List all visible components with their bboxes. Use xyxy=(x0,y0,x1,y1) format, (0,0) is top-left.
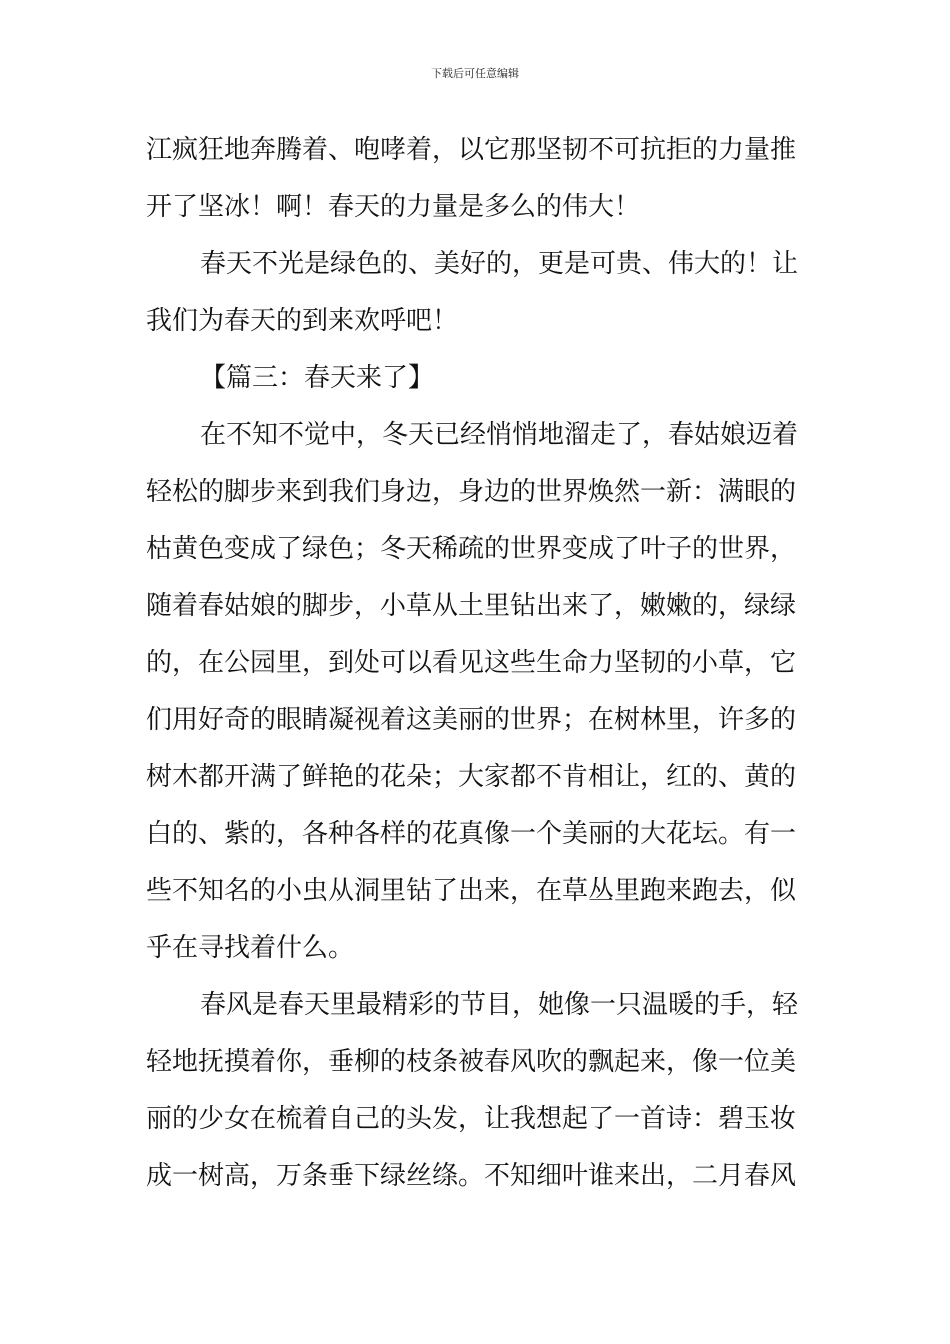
text-line: 开了坚冰！啊！春天的力量是多么的伟大！ xyxy=(146,192,641,222)
text-line: 江疯狂地奔腾着、咆哮着，以它那坚韧不可抗拒的力量推 xyxy=(146,135,797,165)
text-line: 的，在公园里，到处可以看见这些生命力坚韧的小草，它 xyxy=(146,648,797,678)
text-line: 随着春姑娘的脚步，小草从土里钻出来了，嫩嫩的，绿绿 xyxy=(146,591,797,621)
text-line: 乎在寻找着什么。 xyxy=(146,933,355,963)
text-line: 轻松的脚步来到我们身边，身边的世界焕然一新：满眼的 xyxy=(146,477,797,507)
text-line: 枯黄色变成了绿色；冬天稀疏的世界变成了叶子的世界， xyxy=(146,534,797,564)
text-line: 些不知名的小虫从洞里钻了出来，在草丛里跑来跑去，似 xyxy=(146,876,797,906)
section-heading: 【篇三：春天来了】 xyxy=(200,363,435,393)
text-line: 春天不光是绿色的、美好的，更是可贵、伟大的！让 xyxy=(200,249,799,279)
page-header: 下载后可任意编辑 xyxy=(431,67,519,80)
text-line: 我们为春天的到来欢呼吧！ xyxy=(146,306,459,336)
text-line: 们用好奇的眼睛凝视着这美丽的世界；在树林里，许多的 xyxy=(146,705,797,735)
text-line: 春风是春天里最精彩的节目，她像一只温暖的手，轻 xyxy=(200,990,799,1020)
text-line: 轻地抚摸着你，垂柳的枝条被春风吹的飘起来，像一位美 xyxy=(146,1047,797,1077)
text-line: 在不知不觉中，冬天已经悄悄地溜走了，春姑娘迈着 xyxy=(200,420,799,450)
text-line: 树木都开满了鲜艳的花朵；大家都不肯相让，红的、黄的 xyxy=(146,762,797,792)
document-body xyxy=(146,122,806,1205)
text-line: 白的、紫的，各种各样的花真像一个美丽的大花坛。有一 xyxy=(146,819,797,849)
text-line: 丽的少女在梳着自己的头发，让我想起了一首诗：碧玉妆 xyxy=(146,1104,797,1134)
text-line: 成一树高，万条垂下绿丝绦。不知细叶谁来出，二月春风 xyxy=(146,1161,797,1191)
